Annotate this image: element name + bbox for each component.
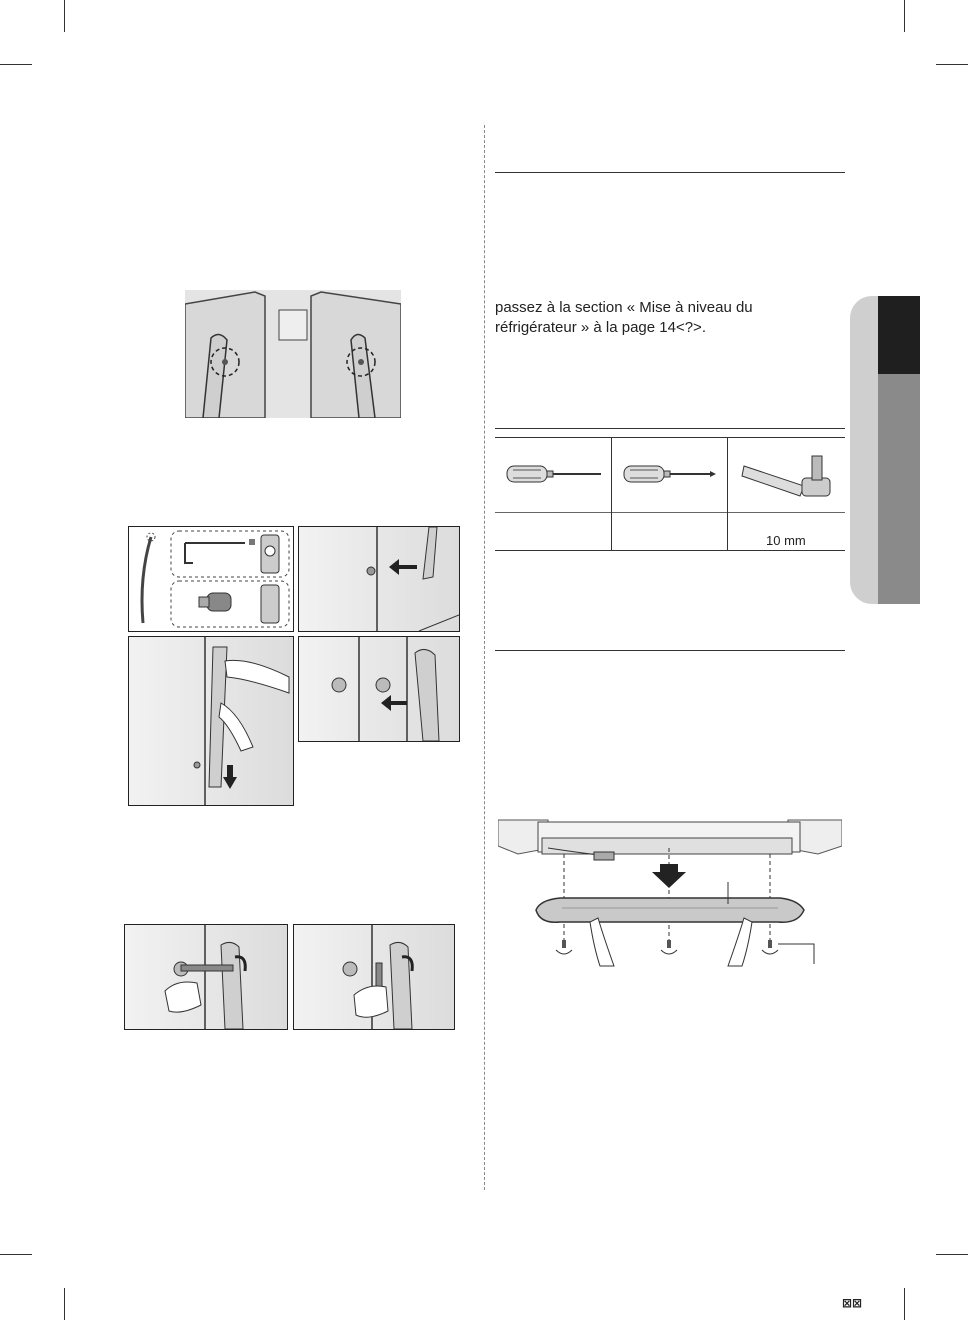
- crop-mark: [64, 0, 65, 32]
- paragraph-line: passez à la section « Mise à niveau du: [495, 299, 753, 316]
- table-rule: [495, 437, 845, 438]
- table-rule: [495, 512, 845, 513]
- side-tab-gray: [878, 374, 920, 604]
- paragraph-line: réfrigérateur » à la page 14<?>.: [495, 319, 706, 336]
- cover-install-figure: [498, 818, 842, 968]
- crop-mark: [904, 0, 905, 32]
- socket-wrench-icon: [740, 452, 840, 507]
- crop-mark: [64, 1288, 65, 1320]
- table-col-divider: [611, 437, 612, 550]
- phillips-screwdriver-icon: [622, 462, 718, 491]
- page-number: ⊠⊠: [842, 1296, 863, 1310]
- crop-mark: [0, 64, 32, 65]
- table-bottom-rule: [495, 550, 845, 551]
- parts-figure: [128, 526, 294, 632]
- side-tab-dark: [878, 296, 920, 374]
- fridge-doors-figure: [185, 290, 401, 418]
- column-divider: [484, 125, 485, 1190]
- handle-install-figure: [128, 636, 294, 806]
- section-rule: [495, 650, 845, 651]
- table-top-rule: [495, 428, 845, 429]
- tighten-figure-1: [124, 924, 288, 1030]
- crop-mark: [0, 1254, 32, 1255]
- flat-screwdriver-icon: [505, 462, 605, 491]
- table-col-divider: [727, 437, 728, 550]
- handle-align-figure: [298, 636, 460, 742]
- crop-mark: [936, 64, 968, 65]
- tighten-figure-2: [293, 924, 455, 1030]
- crop-mark: [936, 1254, 968, 1255]
- tool-label-socket: 10 mm: [766, 533, 806, 548]
- screw-insert-figure: [298, 526, 460, 632]
- section-rule: [495, 172, 845, 173]
- crop-mark: [904, 1288, 905, 1320]
